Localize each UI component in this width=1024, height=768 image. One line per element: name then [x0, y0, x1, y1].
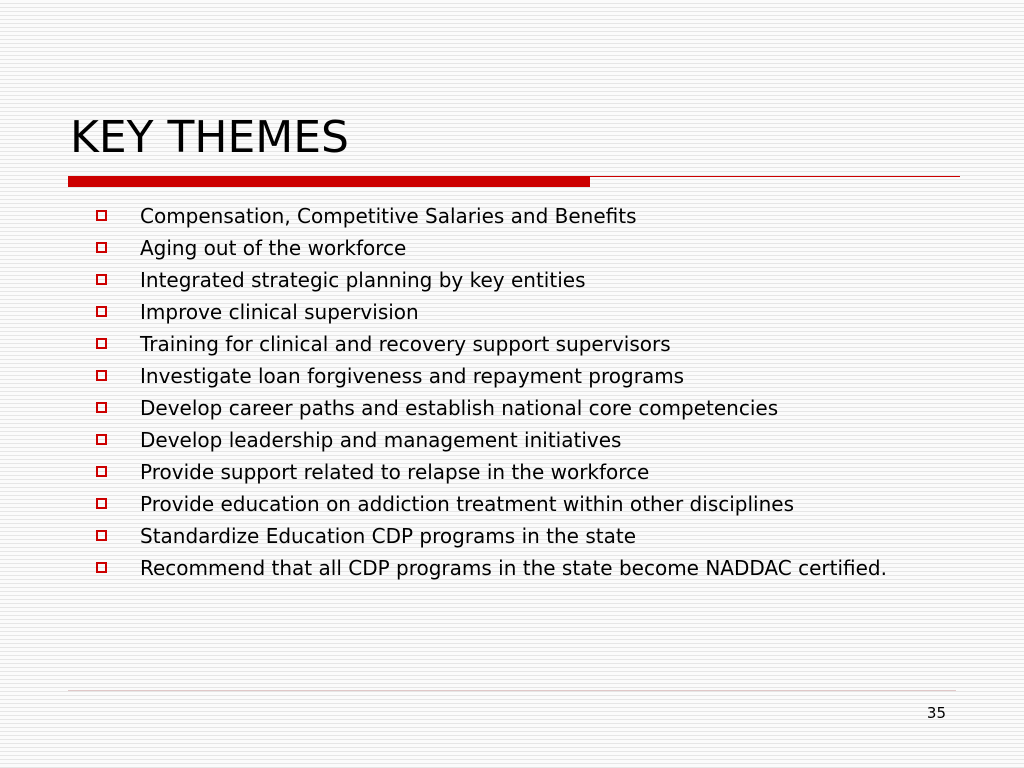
title-underline-thin — [590, 176, 960, 177]
bullet-text: Recommend that all CDP programs in the state become NADDAC certified. — [140, 556, 887, 580]
bullet-text: Standardize Education CDP programs in the state — [140, 524, 636, 548]
bullet-item — [96, 557, 976, 579]
bullet-item — [96, 493, 976, 515]
bullet-item — [96, 301, 976, 323]
bullet-item — [96, 237, 976, 259]
bullet-item — [96, 333, 976, 355]
hollow-square-icon — [96, 402, 107, 413]
bullet-text: Develop leadership and management initiatives — [140, 428, 622, 452]
bullet-item — [96, 461, 976, 483]
hollow-square-icon — [96, 338, 107, 349]
hollow-square-icon — [96, 530, 107, 541]
bullet-text: Aging out of the workforce — [140, 236, 407, 260]
hollow-square-icon — [96, 306, 107, 317]
bullet-text: Develop career paths and establish national core competencies — [140, 396, 779, 420]
slide-title: KEY THEMES — [70, 112, 349, 163]
bullet-item — [96, 429, 976, 451]
hollow-square-icon — [96, 434, 107, 445]
hollow-square-icon — [96, 466, 107, 477]
footer-divider — [68, 690, 956, 691]
bullet-item — [96, 525, 976, 547]
page-number: 35 — [926, 704, 946, 722]
bullet-item — [96, 205, 976, 227]
bullet-item — [96, 269, 976, 291]
bullet-list — [96, 205, 976, 589]
hollow-square-icon — [96, 210, 107, 221]
bullet-text: Improve clinical supervision — [140, 300, 419, 324]
bullet-text: Investigate loan forgiveness and repayment programs — [140, 364, 685, 388]
bullet-text: Compensation, Competitive Salaries and Benefits — [140, 204, 637, 228]
bullet-item — [96, 397, 976, 419]
hollow-square-icon — [96, 274, 107, 285]
bullet-item — [96, 365, 976, 387]
hollow-square-icon — [96, 242, 107, 253]
hollow-square-icon — [96, 498, 107, 509]
bullet-text: Training for clinical and recovery support supervisors — [140, 332, 671, 356]
hollow-square-icon — [96, 370, 107, 381]
hollow-square-icon — [96, 562, 107, 573]
title-underline-thick — [68, 176, 590, 187]
bullet-text: Provide education on addiction treatment within other disciplines — [140, 492, 794, 516]
bullet-text: Integrated strategic planning by key entities — [140, 268, 586, 292]
bullet-text: Provide support related to relapse in the workforce — [140, 460, 650, 484]
